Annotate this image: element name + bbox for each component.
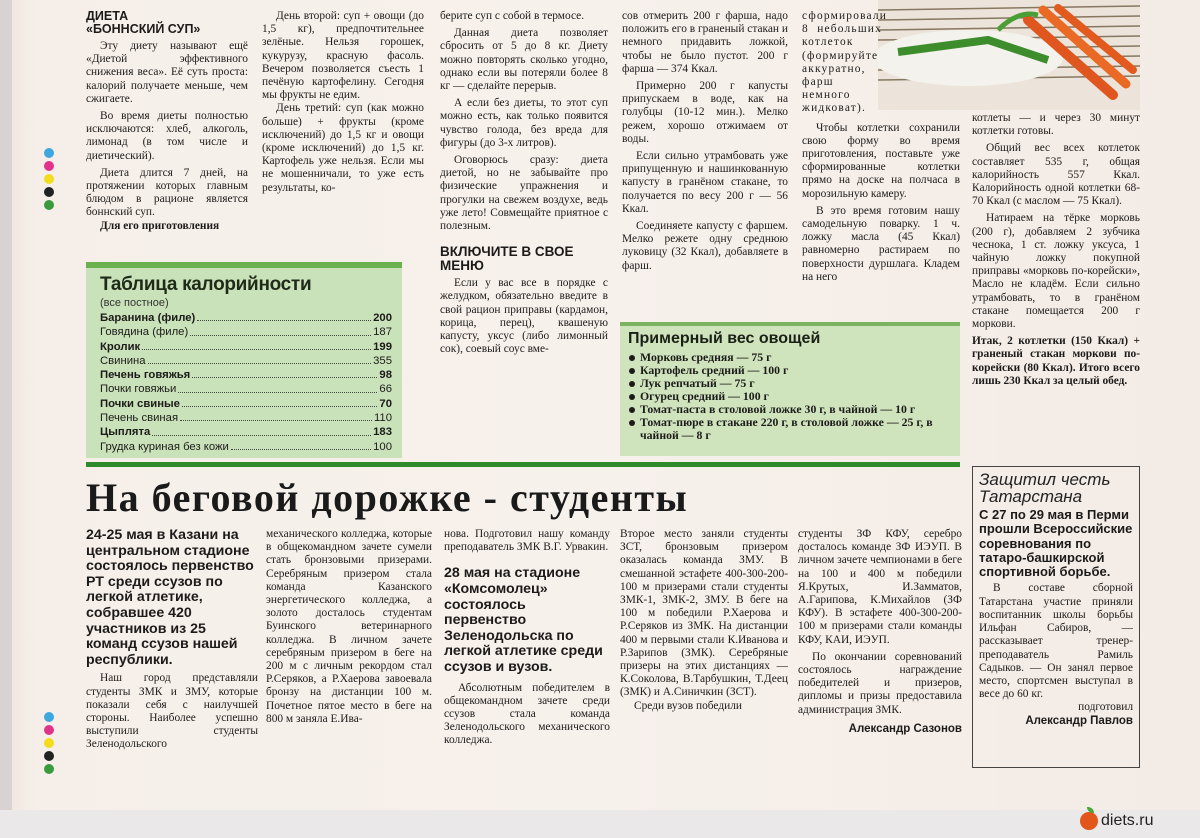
carrot-summary: Итак, 2 котлетки (150 Ккал) + граненый стакан моркови по-корейски (80 Ккал). Итого всего лишь 230 Ккал за целый обед. [972,335,1140,387]
cyan-dot [44,712,54,722]
article-paragraph: Абсолютным победителем в общекомандном зачете среди ссузов стала команда Зеленодольского механического колледжа. [444,681,610,747]
carrot-salad-column [972,112,1140,442]
article-paragraph: По окончании соревнований состоялось награждение победителей и призеров, дипломы и призы предоставила администрация ЗМК. [798,650,962,716]
article-paragraph: студенты ЗФ КФУ, серебро досталось команде ЗФ ИЭУП. В личном зачете чемпионами в беге на 100 и 400 м победили Я.Крутых, И.Замматов, А.Гарипова, К.Михайлов (ЗФ КФУ). В эстафете 400-300-200-100 м призерами стали команды КФУ, КАИ, ИЭУП. [798,528,962,646]
mince-paragraph: Примерно 200 г капусты припускаем в воде, как на голубцы (10-12 мин.). Мелко режем, хорошо отжимаем от воды. [622,80,788,145]
sidebar-lead: С 27 по 29 мая в Перми прошли Всероссийские соревнования по татаро-башкирской спортивной борьбе. [979,507,1133,580]
dot-leader [182,397,377,407]
calorie-value: 110 [373,412,392,425]
soup-column [440,10,608,455]
diet-column [86,10,248,260]
mince-paragraph: Если сильно утрамбовать уже припущенную и нашинкованную капусту в гранёном стакане, то получается по весу 200 г — 56 Ккал. [622,150,788,215]
calorie-value: 100 [373,440,392,453]
calorie-item-name: Печень свиная [100,412,179,425]
diet-paragraph: Диета длится 7 дней, на протяжении которых главным блюдом в рационе является боннский суп. [86,166,248,219]
vegetable-item: Картофель средний — 100 г [628,364,952,377]
yellow-dot [44,738,54,748]
calorie-item-name: Цыплята [100,426,151,439]
magenta-dot [44,725,54,735]
article-author: Александр Сазонов [848,722,962,735]
calorie-row [100,368,392,382]
green-dot [44,200,54,210]
calorie-value: 187 [373,326,392,339]
site-watermark-text: diets.ru [1101,812,1154,829]
site-watermark[interactable] [1080,808,1192,834]
diet-paragraph: Для его приготовления [100,219,220,232]
calorie-value: 200 [373,312,392,324]
cutlets-paragraph: сформировали 8 небольших котлеток (формируйте аккуратно, фарш немного жидковат). [802,10,888,115]
yellow-dot [44,174,54,184]
cutlets-paragraph: Чтобы котлетки сохранили свою форму во время приготовления, поставьте уже сформированные котлетки прямо на доске на полчаса в морозильную камеру. [802,121,960,200]
mince-column [622,10,788,320]
calorie-value: 66 [379,383,392,396]
article-paragraph: нова. Подготовил нашу команду преподаватель ЗМК В.Г. Урвакин. [444,528,610,554]
calorie-item-name: Говядина (филе) [100,326,189,339]
article-paragraph: Среди вузов победили [634,699,742,712]
vegetable-item: Лук репчатый — 75 г [628,377,952,390]
diet-subtitle: «БОННСКИЙ СУП» [86,22,201,36]
article-headline: На беговой дорожке - студенты [86,475,689,520]
black-dot [44,187,54,197]
registration-dots-top [44,148,56,213]
article-column-5 [798,528,962,768]
dot-leader [142,340,371,350]
scan-edge-left [0,0,12,838]
cutlets-paragraph: В это время готовим нашу самодельную поварку. 1 ч. ложку масла (45 Ккал) равномерно растираем по поверхности дуршлага. Кладем на него [802,204,960,283]
calorie-item-name: Баранина (филе) [100,312,196,324]
mince-paragraph: Соединяете капусту с фаршем. Мелко режете одну среднюю луковицу (32 Ккал), добавляете в фарш. [622,220,788,272]
article-column-2 [266,528,432,768]
soup-paragraph: Данная диета позволяет сбросить от 5 до 8 кг. Диету можно повторять сколько угодно, однако если вы потеряли более 8 кг — сделайте перерыв. [440,27,608,93]
menu-paragraph: Если у вас все в порядке с желудком, обязательно введите в свой рацион приправы (кардамон, корица, перец), квашеную капусту, уксус (либо лимонный сок), соевый соус вме- [440,277,608,356]
calorie-row [100,340,392,354]
menu-heading: ВКЛЮЧИТЕ В СВОЕ МЕНЮ [440,244,574,274]
diet-title: ДИЕТА [86,10,129,23]
calorie-value: 355 [373,354,392,367]
vegetable-item: Огурец средний — 100 г [628,390,952,403]
diet-paragraph: Во время диеты полностью исключаются: хлеб, алкоголь, лимонад (в том числе и диетический). [86,110,248,162]
cyan-dot [44,148,54,158]
calorie-table-title: Таблица калорийности [100,274,312,295]
vegetable-item: Морковь средняя — 75 г [628,351,952,364]
dot-leader [231,440,371,450]
vegetable-item: Томат-паста в столовой ложке 30 г, в чайной — 10 г [628,403,952,416]
section-divider [86,462,960,467]
carrot-paragraph: котлеты — и через 30 минут котлетки готовы. [972,112,1140,138]
registration-dots-bottom [44,712,56,777]
calorie-row [100,325,392,339]
calorie-item-name: Грудка куриная без кожи [100,440,229,453]
calorie-item-name: Кролик [100,340,141,353]
black-dot [44,751,54,761]
sidebar-title: Защитил честь Татарстана [979,470,1111,506]
carrot-paragraph: Натираем на тёрке морковь (200 г), добавляем 2 зубчика чеснока, 1 ст. ложку уксуса, 1 чайную ложку покупной приправы «морковь по-корейски», Масло не кладём. Если сильно утрамбовать, то в гранёном стакане помещается 200 г моркови. [972,212,1140,331]
mince-paragraph: сов отмерить 200 г фарша, надо положить его в граненый стакан и немного придавить ложкой, чтобы не было пустот. 200 г фарша — 374 Ккал. [622,10,788,75]
calorie-rows [100,311,392,454]
dot-leader [152,425,371,435]
dot-leader [178,382,377,392]
calorie-value: 70 [379,397,392,410]
sidebar-paragraph: В составе сборной Татарстана участие приняли воспитанник школы борьбы Ильфан Сабиров, — рассказывает тренер-преподаватель Рамиль Садыков. — Он занял первое место, спортсмен выступал в весе до 60 кг. [979,582,1133,701]
calorie-row [100,382,392,396]
dot-leader [148,354,372,364]
calorie-row [100,397,392,411]
calorie-value: 98 [379,369,392,382]
article-column-4 [620,528,788,768]
vegetable-weights-box [620,322,960,456]
day-two-paragraph: День второй: суп + овощи (до 1,5 кг), предпочтительнее зелёные. Нельзя горошек, кукурузу, красную фасоль. Вечером позволяется съесть 1 печёную картофелину. Сегодня мы фрукты не едим. [262,10,424,102]
magenta-dot [44,161,54,171]
soup-paragraph: Оговорюсь сразу: диета диетой, но не забывайте про физические упражнения и прогулки на свежем воздухе, ведь уже лето! Совмещайте приятное с полезным. [440,154,608,233]
calorie-value: 199 [373,340,392,353]
sidebar-prepared: подготовил [1078,701,1133,714]
calorie-item-name: Почки свиные [100,397,180,410]
calorie-value: 183 [373,426,392,439]
article-sublead: 28 мая на стадионе «Комсомолец» состоялось первенство Зеленодольска по легкой атлетике среди ссузов и вузов. [444,565,603,675]
diet-paragraph: Эту диету называют ещё «Диетой эффективного снижения веса». Её суть проста: калорий получаете меньше, чем сжигаете. [86,40,248,105]
article-column-1 [86,528,258,768]
calorie-item-name: Почки говяжьи [100,383,177,396]
article-paragraph: Наш город представляли студенты ЗМК и ЗМУ, которые показали себя с наилучшей стороны. Наиболее успешно выступили студенты Зеленодольского [86,672,258,751]
dot-leader [190,325,371,335]
calorie-table-subtitle: (все постное) [100,297,169,309]
article-lead: 24-25 мая в Казани на центральном стадионе состоялось первенство РТ среди ссузов по легкой атлетике, собравшее 420 участников из 25 команд ссузов нашей республики. [86,528,254,668]
sidebar-body [979,582,1133,727]
article-paragraph: Второе место заняли студенты ЗСТ, бронзовым призером оказалась команда ЗМУ. В смешанной эстафете 400-300-200-100 м призерами стали студенты ЗМК-1, ЗМК-2, ЗМУ. В беге на 100 м победили Р.Хаерова и Р.Серяков из ЗМК. На дистанции 400 м первыми стали К.Иванова и Р.Зарипов (ЗМК). Серебряные призеры на этих дистанциях — К.Соколова, В.Тарбушкин, Т.Деец (ЗМК) и А.Синичкин (ЗСТ). [620,528,788,699]
vegetable-item: Томат-пюре в стакане 220 г, в столовой ложке — 25 г, в чайной — 8 г [628,416,952,442]
green-dot [44,764,54,774]
calorie-table [86,262,402,458]
dot-leader [192,368,377,378]
calorie-row [100,440,392,454]
article-paragraph: механического колледжа, которые в общекомандном зачете сумели стать бронзовыми призерами. Серебряным призером стала команда Казанского энергетического колледжа, а золото досталось студентам Буинского ветеринарного колледжа. В личном зачете серебряным призером в беге на 200 м с личным рекордом стал Р.Серяков, а Р.Хаерова завоевала бронзу на дистанции 100 м. Почетное пятое место в беге на 800 м заняла Е.Ива- [266,528,432,725]
vegetable-weights-title: Примерный вес овощей [628,330,821,347]
cutlets-column [802,10,960,320]
calorie-row [100,311,392,325]
calorie-row [100,425,392,439]
calorie-item-name: Печень говяжья [100,369,191,382]
scan-edge-bottom [0,810,1200,838]
calorie-item-name: Свинина [100,354,146,367]
sidebar-author: Александр Павлов [1025,714,1133,727]
dot-leader [197,311,371,321]
carrot-paragraph: Общий вес всех котлеток составляет 535 г, общая калорийность 557 Ккал. Калорийность одной котлетки 68-70 Ккал (с маслом — 75 Ккал). [972,142,1140,208]
soup-paragraph: берите суп с собой в термосе. [440,10,585,22]
dot-leader [180,411,372,421]
soup-paragraph: А если без диеты, то этот суп можно есть, как только появится чувство голода, без вреда для фигуры (до 3-х литров). [440,97,608,149]
day-three-paragraph: День третий: суп (как можно больше) + фрукты (кроме исключений) до 1,5 кг и овощи (кроме исключений) до 1,5 кг. Картофель уже нельзя. Если мы не мошенничали, то уже есть результаты, ко- [262,102,424,194]
wrestling-news-box [972,466,1140,768]
calorie-row [100,354,392,368]
vegetable-list [628,351,952,442]
article-column-3 [444,528,610,768]
calorie-row [100,411,392,425]
diet-days-column [262,10,424,255]
apple-icon [1080,812,1098,830]
